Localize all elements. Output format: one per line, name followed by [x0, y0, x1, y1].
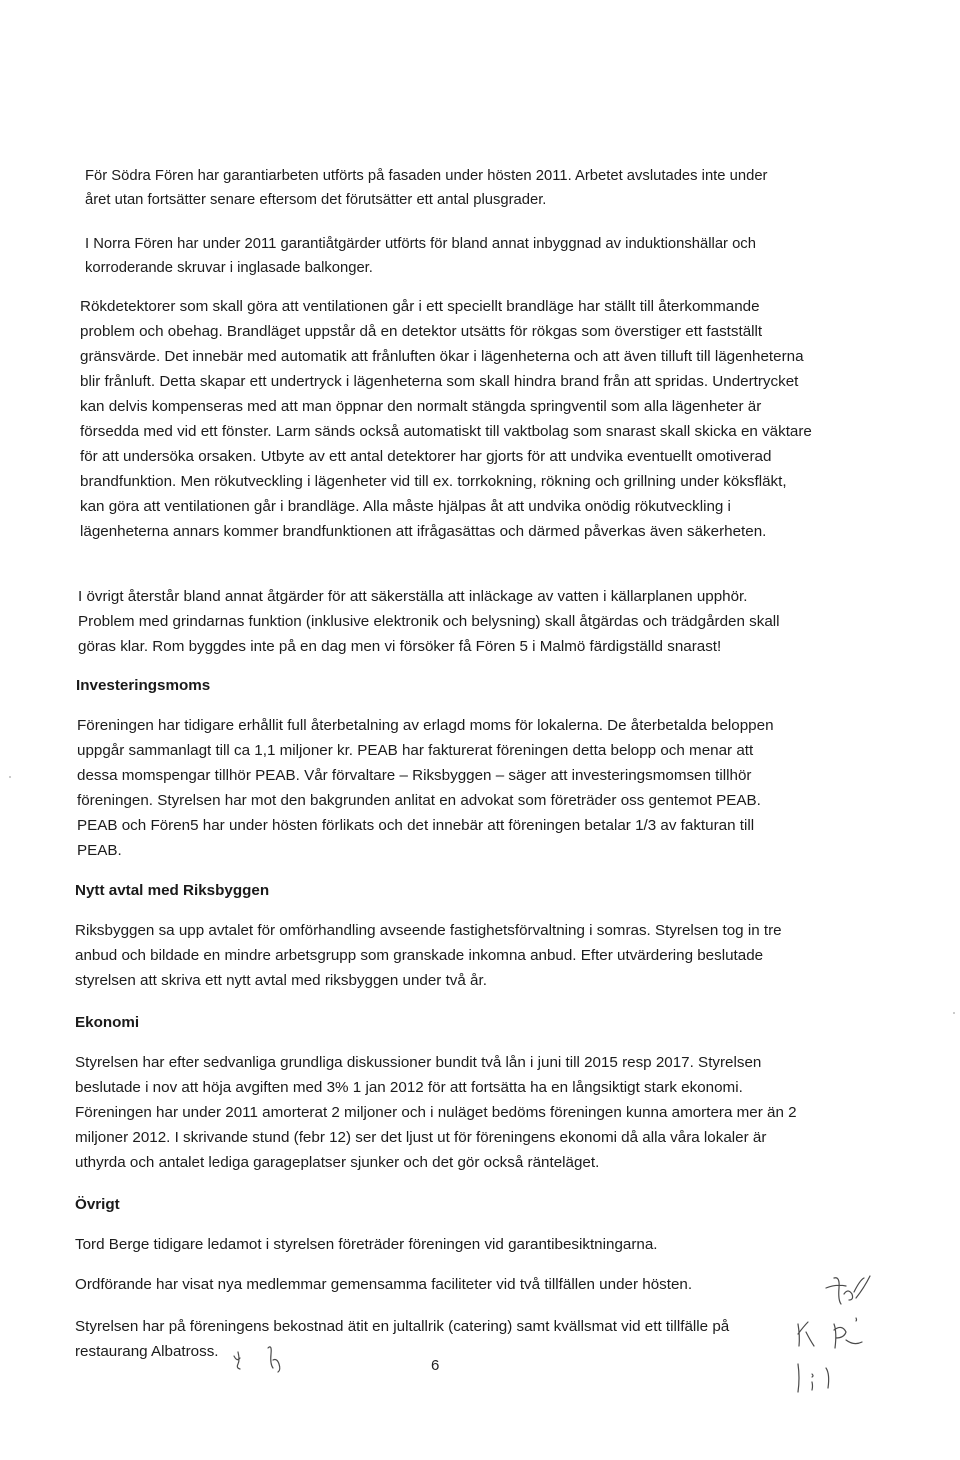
paragraph-tord-berge: Tord Berge tidigare ledamot i styrelsen företräder föreningen vid garantibesiktningarna.: [75, 1236, 658, 1253]
heading-nytt-avtal-riksbyggen: Nytt avtal med Riksbyggen: [75, 882, 270, 899]
paragraph-riksbyggen: Riksbyggen sa upp avtalet för omförhandling avseende fastighetsförvaltning i somras. Styrelsen tog in tre anbud och bildade en mindre arbetsgrupp som granskade inkomna anbud. Efter utvärdering beslutade styrelsen att skriva ett nytt avtal med riksbyggen under två år.: [75, 922, 782, 989]
heading-ovrigt: Övrigt: [75, 1196, 120, 1213]
handwritten-initials-right-top: [820, 1272, 880, 1312]
heading-investeringsmoms: Investeringsmoms: [76, 677, 211, 694]
paragraph-ovrigt-atgarder: I övrigt återstår bland annat åtgärder för att säkerställa att inläckage av vatten i källarplanen upphör. Problem med grindarnas funktion (inklusive elektronik och belysning) skall åtgärdas och trädgården skall göras klar. Rom byggdes inte på en dag men vi försöker få Fören 5 i Malmö färdigställd snarast!: [78, 588, 780, 655]
paragraph-sodra-foren: För Södra Fören har garantiarbeten utförts på fasaden under hösten 2011. Arbetet avslutades inte under året utan fortsätter senare eftersom det förutsätter ett antal plusgrader.: [85, 168, 768, 208]
paragraph-ekonomi: Styrelsen har efter sedvanliga grundliga diskussioner bundit två lån i juni till 2015 resp 2017. Styrelsen beslutade i nov att höja avgiften med 3% 1 jan 2012 för att fortsätta ha en långsiktigt stark ekonomi. Föreningen har under 2011 amorterat 2 miljoner och i nuläget bedöms föreningen kunna amortera mer än 2 miljoner 2012. I skrivande stund (febr 12) ser det ljust ut för föreningens ekonomi då alla våra lokaler är uthyrda och antalet lediga garageplatser sjunker och det gör också ränteläget.: [75, 1054, 797, 1171]
handwritten-initials-right-bottom: [788, 1358, 848, 1398]
paragraph-rokdetektorer: Rökdetektorer som skall göra att ventilationen går i ett speciellt brandläge har ställt till återkommande problem och obehag. Brandläget uppstår då en detektor utsätts för rökgas som överstiger ett fastställt gränsvärde. Det innebär med automatik att frånluften ökar i lägenheterna och att även tilluft till lägenheterna blir frånluft. Detta skapar ett undertryck i lägenheterna som skall hindra brand från att spridas. Undertrycket kan delvis kompenseras med att man öppnar den normalt stängda springventil som alla lägenheter är försedda med vid ett fönster. Larm sänds också automatiskt till vaktbolag som snarast skall skicka en väktare för att undersöka orsaken. Utbyte av ett antal detektorer har gjorts för att undvika eventuellt omotiverad brandfunktion. Men rökutveckling i lägenheter vid till ex. torrkokning, rökning och grillning under köksfläkt, kan göra att ventilationen går i brandläge. Alla måste hjälpas åt att undvika onödig rökutveckling i lägenheterna annars kommer brandfunktionen att ifrågasättas och därmed påverkas även säkerheten.: [80, 298, 812, 540]
scan-speck: [9, 776, 11, 778]
heading-ekonomi: Ekonomi: [75, 1014, 140, 1031]
scan-speck: [953, 1012, 955, 1014]
paragraph-investeringsmoms: Föreningen har tidigare erhållit full återbetalning av erlagd moms för lokalerna. De återbetalda beloppen uppgår sammanlagt till ca 1,1 miljoner kr. PEAB har fakturerat föreningen detta belopp och menar att dessa momspengar tillhör PEAB. Vår förvaltare – Riksbyggen – säger att investeringsmomsen tillhör föreningen. Styrelsen har mot den bakgrunden anlitat en advokat som företräder oss gentemot PEAB. PEAB och Fören5 har under hösten förlikats och det innebär att föreningen betalar 1/3 av fakturan till PEAB.: [77, 717, 774, 859]
page-number: 6: [431, 1357, 440, 1374]
handwritten-initials-right-middle: [788, 1310, 878, 1360]
handwritten-initials-bottom: [230, 1340, 300, 1380]
paragraph-ordforande: Ordförande har visat nya medlemmar gemensamma faciliteter vid två tillfällen under hösten.: [75, 1276, 693, 1293]
paragraph-norra-foren: I Norra Fören har under 2011 garantiåtgärder utförts för bland annat inbyggnad av induktionshällar och korroderande skruvar i inglasade balkonger.: [85, 236, 756, 276]
paragraph-jultallrik: Styrelsen har på föreningens bekostnad ätit en jultallrik (catering) samt kvällsmat vid ett tillfälle på restaurang Albatross.: [75, 1318, 730, 1360]
